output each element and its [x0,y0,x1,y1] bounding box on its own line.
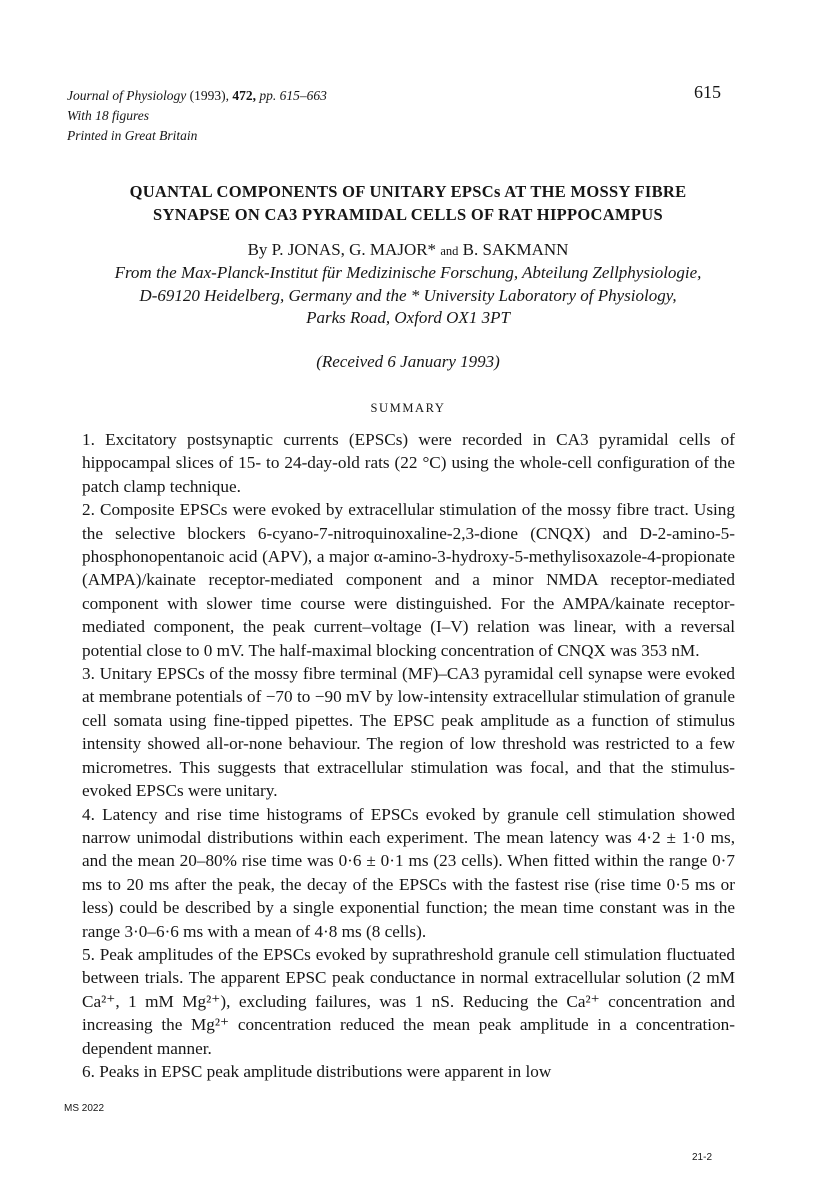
affiliation [40,262,776,330]
page-number: 615 [694,82,721,102]
summary-paragraph-2: 2. Composite EPSCs were evoked by extracellular stimulation of the mossy fibre tract. Using the selective blockers 6-cyano-7-nitroquinoxaline-2,3-dione (CNQX) and D-2-amino-5-phosphonopentanoic acid (APV), a major α-amino-3-hydroxy-5-methylisoxazole-4-propionate (AMPA)/kainate receptor-mediated component and a minor NMDA receptor-mediated component with slower time course were distinguished. For the AMPA/kainate receptor-mediated component, the peak current–voltage (I–V) relation was linear, with a reversal potential close to 0 mV. The half-maximal blocking concentration of CNQX was 353 nM. [82,500,735,660]
author-line [40,239,776,262]
journal-name: Journal of Physiology [67,88,187,103]
received-date: (Received 6 January 1993) [316,352,500,371]
summary-paragraph-4: 4. Latency and rise time histograms of EPSCs evoked by granule cell stimulation showed narrow unimodal distributions within each experiment. The mean latency was 4·2 ± 1·0 ms, and the mean 20–80% rise time was 0·6 ± 0·1 ms (23 cells). When fitted within the range 0·7 ms to 20 ms after the peak, the decay of the EPSCs with the fastest rise (rise time 0·5 ms or less) could be described by a single exponential function; the mean time constant was in the range 3·0–6·6 ms with a mean of 4·8 ms (8 cells). [82,804,735,941]
title-line-1: QUANTAL COMPONENTS OF UNITARY EPSCs AT THE MOSSY FIBRE [129,182,687,201]
summary-paragraph-6: 6. Peaks in EPSC peak amplitude distributions were apparent in low [82,1061,552,1081]
affiliation-line-3: Parks Road, Oxford OX1 3PT [306,308,510,327]
journal-volume: 472, [232,88,256,103]
figure-count: With 18 figures [67,108,150,123]
summary-body [82,428,735,1083]
signature-code: 21-2 [692,1152,713,1163]
journal-header [67,86,727,146]
affiliation-line-1: From the Max-Planck-Institut für Medizinische Forschung, Abteilung Zellphysiologie, [114,263,702,282]
author-jonas: P. JONAS, [271,240,345,259]
summary-heading: SUMMARY [370,401,446,415]
printed-in: Printed in Great Britain [67,128,198,143]
title-line-2: SYNAPSE ON CA3 PYRAMIDAL CELLS OF RAT HIPPOCAMPUS [153,205,663,224]
and-label: and [440,244,459,258]
manuscript-number: MS 2022 [64,1103,105,1114]
summary-paragraph-5: 5. Peak amplitudes of the EPSCs evoked by suprathreshold granule cell stimulation fluctuated between trials. The apparent EPSC peak conductance in normal extracellular solution (2 mM Ca²⁺, 1 mM Mg²⁺), excluding failures, was 1 nS. Reducing the Ca²⁺ concentration and increasing the Mg²⁺ concentration reduced the mean peak amplitude in a concentration-dependent manner. [82,944,735,1058]
article-title [40,180,776,226]
by-label: By [247,240,268,259]
summary-paragraph-3: 3. Unitary EPSCs of the mossy fibre terminal (MF)–CA3 pyramidal cell synapse were evoked at membrane potentials of −70 to −90 mV by low-intensity extracellular stimulation of granule cell somata using fine-tipped pipettes. The EPSC peak amplitude as a function of stimulus intensity showed all-or-none behaviour. The region of low threshold was restricted to a few micrometres. This suggests that extracellular stimulation was focal, and that the stimulus-evoked EPSCs were unitary. [82,664,735,801]
journal-year: (1993), [189,88,229,103]
author-major: G. MAJOR* [349,240,437,259]
summary-paragraph-1: 1. Excitatory postsynaptic currents (EPSCs) were recorded in CA3 pyramidal cells of hippocampal slices of 15- to 24-day-old rats (22 °C) using the whole-cell configuration of the patch clamp technique. [82,430,735,496]
author-sakmann: B. SAKMANN [462,240,569,259]
journal-pages: pp. 615–663 [259,88,327,103]
affiliation-line-2: D-69120 Heidelberg, Germany and the * University Laboratory of Physiology, [139,285,677,305]
citation-line [67,86,727,106]
